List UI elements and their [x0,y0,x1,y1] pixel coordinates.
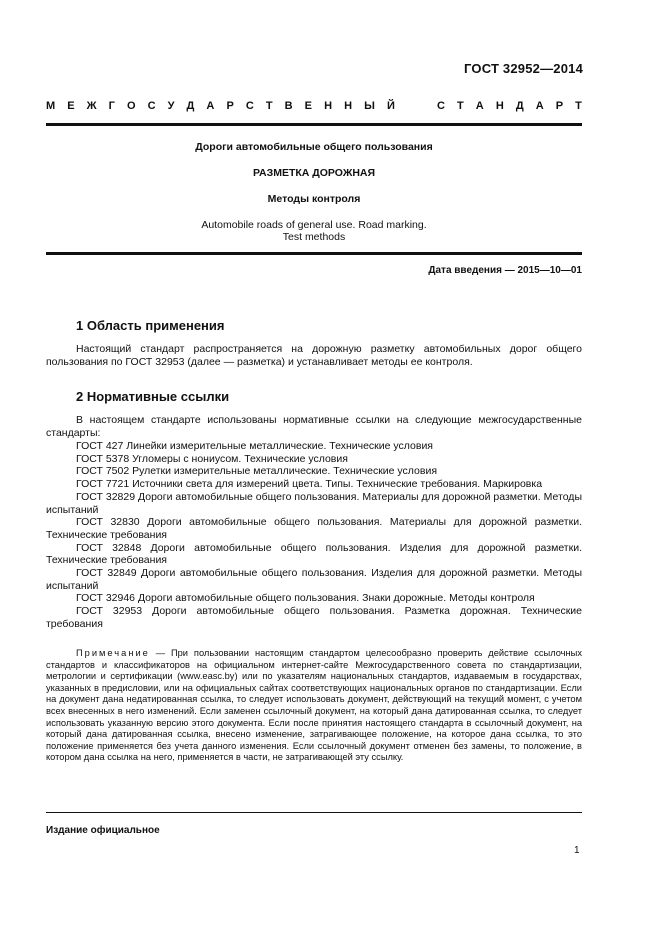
banner-letter: С [436,100,445,112]
reference-item: ГОСТ 32848 Дороги автомобильные общего пользования. Изделия для дорожной разметки. Технические требования [46,541,582,567]
banner-letter: У [167,100,175,112]
banner-letter: Т [575,100,582,112]
reference-item: ГОСТ 32830 Дороги автомобильные общего пользования. Материалы для дорожной разметки. Технические требования [46,516,582,541]
note-text: — При пользовании настоящим стандартом целесообразно проверить действие ссылочных стандартов и классификаторов на официальном интернет-сайте Межгосударственного совета по стандартизации, метрологии и сертификации (www.easc.by) или по указателям национальных стандартов, издаваемым в государствах, указанных в предисловии, или на официальных сайтах соответствующих национальных органов по стандартизации. Если на документ дана недатированная ссылка, то следует использовать документ, действующий на текущий момент, с учетом всех внесенных в него изменений. Если заменен ссылочный документ, на который дана датированная ссылка, то следует использовать указанную версию этого документа. Если после принятия настоящего стандарта в ссылочный документ, на который дана датированная ссылка, внесено изменение, затрагивающее положение, на которое дана ссылка, то это положение применяется без учета данного изменения. Если ссылочный документ отменен без замены, то положение, в котором дана ссылка на него, применяется в части, не затрагивающей эту ссылку. [46,648,582,763]
banner-letter: В [284,100,293,112]
reference-item: ГОСТ 427 Линейки измерительные металлические. Технические условия [76,440,433,452]
page-number: 1 [574,845,580,856]
banner-letter: Р [555,100,564,112]
title-rule [46,252,582,255]
banner-letter: Т [265,100,273,112]
title-line-1: Дороги автомобильные общего пользования [195,141,433,153]
banner-letter: Ж [86,100,97,112]
standard-code: ГОСТ 32952—2014 [464,61,583,76]
banner-letter: Н [495,100,504,112]
reference-item: ГОСТ 5378 Угломеры с нониусом. Технические условия [76,452,348,465]
section-2-heading: 2 Нормативные ссылки [76,389,230,404]
date-of-introduction: Дата введения — 2015—10—01 [428,265,582,276]
banner-letter: А [475,100,484,112]
banner-letter: Н [344,100,353,112]
banner-letter: С [147,100,156,112]
section-1-text [46,343,582,368]
reference-item: ГОСТ 32946 Дороги автомобильные общего пользования. Знаки дорожные. Методы контроля [76,592,535,605]
title-line-2: РАЗМЕТКА ДОРОЖНАЯ [252,167,376,179]
section-1-body: Настоящий стандарт распространяется на дорожную разметку автомобильных дорог общего пользования по ГОСТ 32953 (далее — разметка) и устанавливает методы ее контроля. [46,343,582,368]
section-2-intro [46,414,582,439]
interstate-standard-banner [46,100,582,112]
reference-list [46,440,582,631]
banner-letter: Т [457,100,464,112]
english-title-line-2: Test methods [282,231,346,243]
banner-letter: Д [186,100,195,112]
banner-letter: Р [226,100,234,112]
banner-letter: А [535,100,544,112]
banner-letter: О [126,100,136,112]
banner-letter: М [46,100,56,112]
reference-item: ГОСТ 32849 Дороги автомобильные общего пользования. Изделия для дорожной разметки. Методы испытаний [46,567,582,592]
banner-letter: Д [515,100,524,112]
banner-letter: А [206,100,215,112]
reference-item: ГОСТ 32953 Дороги автомобильные общего пользования. Разметка дорожная. Технические требования [46,605,582,630]
english-title-line-1: Automobile roads of general use. Road marking. [201,219,427,231]
reference-item: ГОСТ 7721 Источники света для измерений цвета. Типы. Технические требования. Маркировка [76,478,543,491]
section-2-intro-text: В настоящем стандарте использованы нормативные ссылки на следующие межгосударственные стандарты: [46,414,582,439]
section-1-heading: 1 Область применения [76,318,225,333]
banner-letter: Й [386,100,395,112]
header-rule [46,123,582,126]
note-label: Примечание [76,648,150,658]
reference-item: ГОСТ 32829 Дороги автомобильные общего пользования. Материалы для дорожной разметки. Методы испытаний [46,490,582,516]
banner-letter: С [245,100,254,112]
banner-letter: Г [108,100,115,112]
reference-item: ГОСТ 7502 Рулетки измерительные металлические. Технические условия [76,465,438,478]
title-line-3: Методы контроля [267,193,361,205]
banner-letter: Е [304,100,313,112]
banner-gap [407,100,425,112]
banner-letter: Ы [364,100,375,112]
note-paragraph [46,648,582,764]
footer-rule [46,812,582,813]
official-edition-label: Издание официальное [46,825,160,836]
banner-letter: Н [324,100,333,112]
banner-letter: Е [67,100,75,112]
